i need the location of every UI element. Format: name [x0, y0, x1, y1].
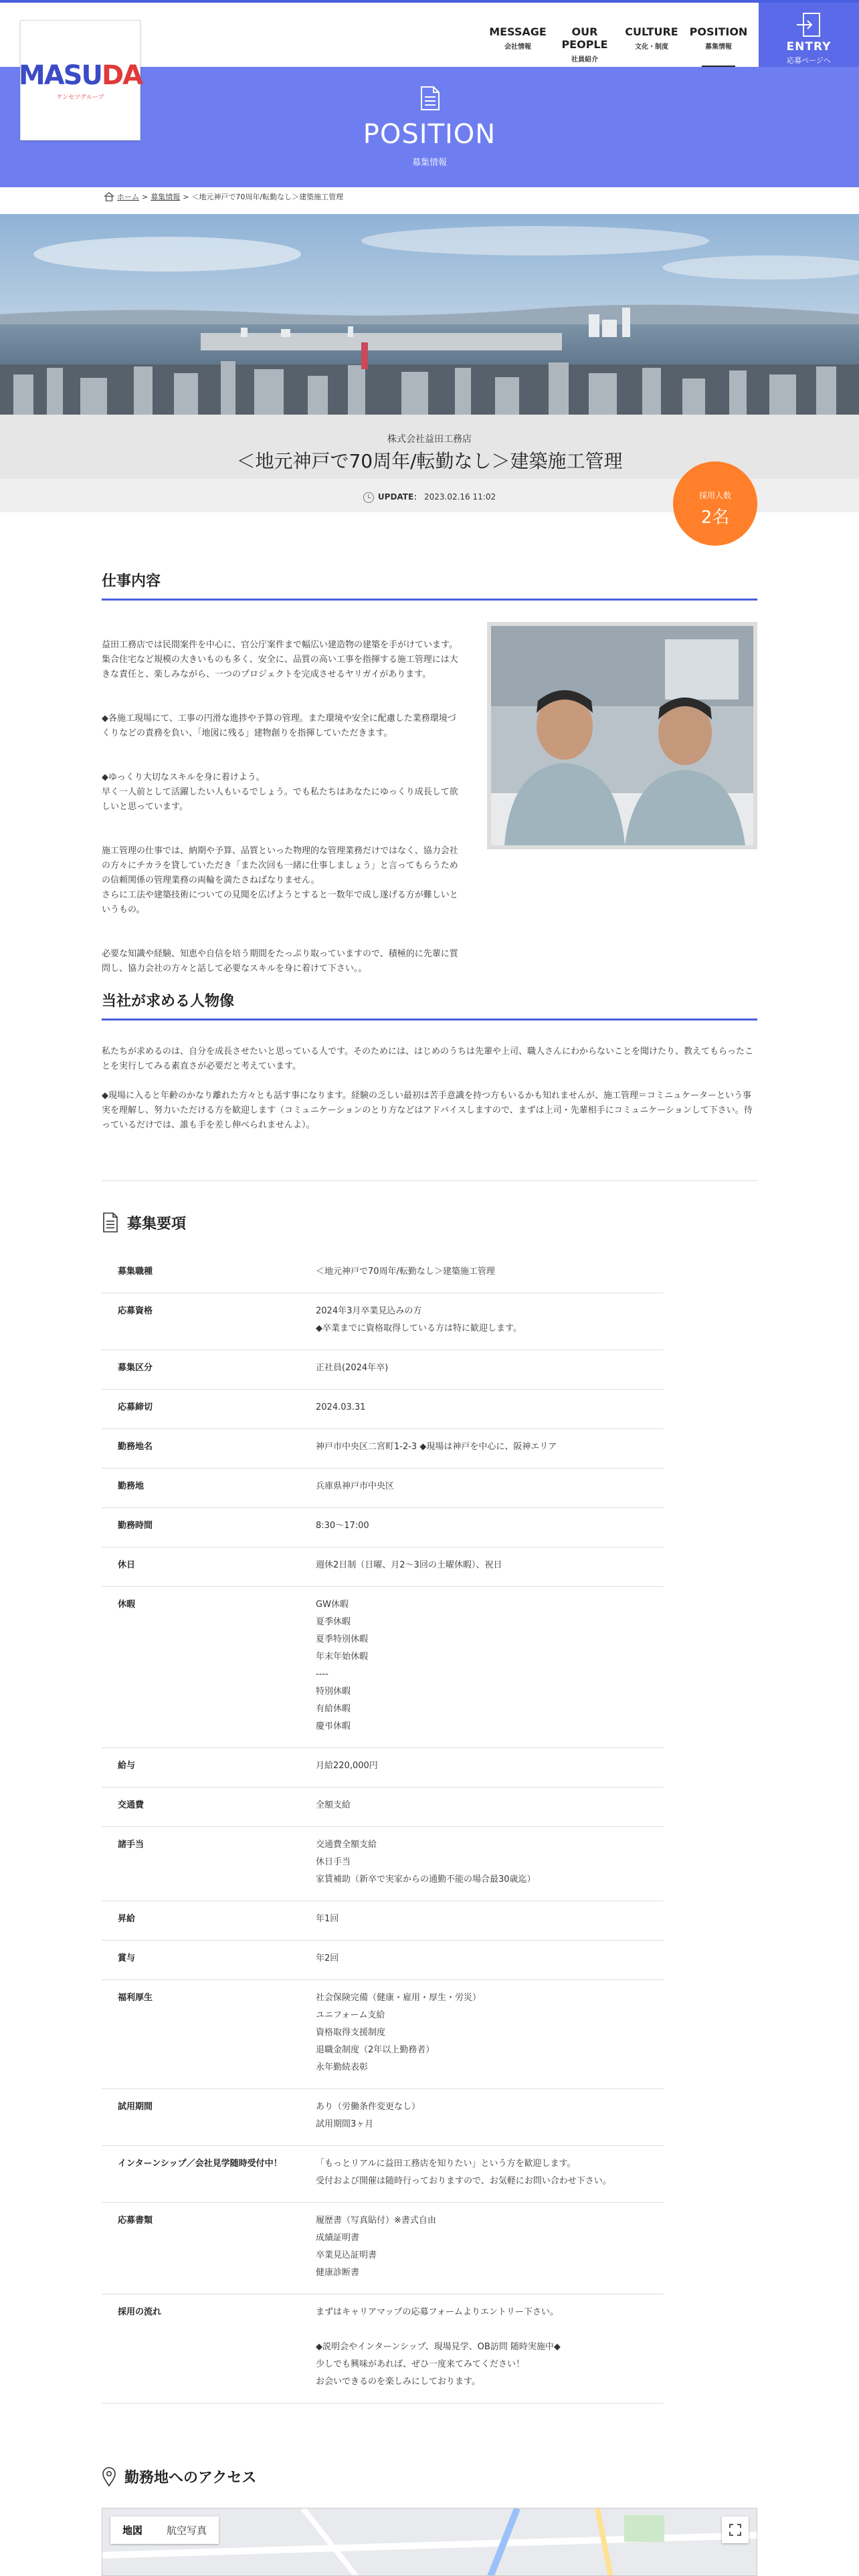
requirements-key: 給与 [102, 1748, 316, 1788]
embedded-map[interactable] [102, 2508, 757, 2576]
section-divider [102, 1180, 757, 1181]
requirements-row [102, 1788, 664, 1827]
requirements-value-line: 週休2日制（日曜、月2〜3回の土曜休暇）、祝日 [316, 1560, 502, 1570]
requirements-value [316, 1748, 664, 1788]
page-subtitle: 募集情報 [411, 158, 447, 168]
requirements-value-line: 夏季休暇 [316, 1617, 351, 1627]
map-type-tabs [110, 2516, 219, 2544]
requirements-key: 福利厚生 [102, 1980, 316, 2089]
breadcrumb-separator: > [183, 192, 189, 201]
map-pin-icon [102, 2467, 116, 2487]
requirements-value-line: 年末年始休暇 [316, 1652, 369, 1662]
requirements-value-line: 神戸市中央区二宮町1-2-3 ◆現場は神戸を中心に、阪神エリア [316, 1442, 557, 1452]
person-paragraph: ◆現場に入ると年齢のかなり離れた方々とも話す事になります。経験の乏しい最初は苦手意識を持つ方もいるかも知れませんが、施工管理＝コミニュケーターという事実を理解し、努力いただける方を歓迎します（コミュニケーションのとり方などはアドバイスしますので、まずは上司・先輩相手にコミュニケーションして下さい。待っているだけでは、誰も手を差し伸べられませんよ）。 [102, 1091, 753, 1130]
hero-banner-image [0, 214, 859, 415]
breadcrumb-current: ＜地元神戸で70周年/転勤なし＞建築施工管理 [191, 193, 344, 201]
nav-label: POSITION [689, 25, 748, 38]
requirements-value-line: 夏季特別休暇 [316, 1634, 369, 1644]
requirements-value-line: 家賃補助（新卒で実家からの通勤不能の場合最30歳迄） [316, 1874, 536, 1885]
document-icon [419, 86, 440, 111]
requirements-value-line: 受付および開催は随時行っておりますので、お気軽にお問い合わせ下さい。 [316, 2176, 611, 2186]
requirements-value-line: 少しでも興味があれば、ぜひ一度来てみてください！ [316, 2359, 525, 2369]
requirements-key: 勤務地名 [102, 1429, 316, 1469]
nav-sublabel: 募集情報 [705, 43, 732, 51]
requirements-key: 勤務地 [102, 1469, 316, 1508]
requirements-row [102, 1980, 664, 2089]
breadcrumb-separator: > [142, 192, 149, 201]
requirements-key: 応募締切 [102, 1390, 316, 1429]
staff-photo [487, 622, 757, 849]
main-nav [484, 23, 752, 70]
requirements-value [316, 1469, 664, 1508]
requirements-value-line: ＜地元神戸で70周年/転勤なし＞建築施工管理 [316, 1267, 495, 1277]
requirements-value-line: ユニフォーム支給 [316, 2010, 385, 2020]
breadcrumb [104, 191, 343, 202]
fullscreen-button[interactable] [722, 2516, 749, 2543]
requirements-value-line: 8:30〜17:00 [316, 1521, 369, 1531]
headcount-value: 2名 [700, 508, 730, 528]
requirements-key: 採用の流れ [102, 2294, 316, 2403]
requirements-row [102, 1469, 664, 1508]
person-paragraph: 私たちが求めるのは、自分を成長させたいと思っている人です。そのためには、はじめのうちは先輩や上司、職人さんにわからないことを聞けたり、教えてもらったことを実行してみる素直さが必要だと考えています。 [102, 1047, 753, 1071]
requirements-value-line: 永年勤続表彰 [316, 2062, 369, 2072]
update-date: 2023.02.16 11:02 [423, 492, 496, 502]
requirements-value-line: 資格取得支援制度 [316, 2028, 386, 2038]
requirements-key: 休日 [102, 1547, 316, 1587]
company-logo[interactable] [20, 20, 140, 140]
requirements-value [316, 1390, 664, 1429]
nav-our-people[interactable] [551, 23, 618, 70]
nav-culture[interactable] [618, 23, 685, 70]
requirements-value-line: 健康診断書 [316, 2268, 360, 2278]
headcount-label: 採用人数 [698, 491, 731, 500]
requirements-value-line: ◆卒業までに資格取得している方は特に歓迎します。 [316, 1323, 522, 1333]
update-label: UPDATE： [377, 492, 422, 502]
requirements-key: 勤務時間 [102, 1508, 316, 1547]
home-icon [104, 192, 114, 201]
work-description [102, 623, 463, 1006]
requirements-value-line: 有給休暇 [316, 1704, 351, 1714]
requirements-key: インターンシップ／会社見学随時受付中！ [102, 2146, 316, 2203]
requirements-row [102, 1508, 664, 1547]
requirements-key: 昇給 [102, 1901, 316, 1941]
requirements-key: 応募書類 [102, 2203, 316, 2294]
requirements-key: 賞与 [102, 1941, 316, 1980]
requirements-row [102, 1587, 664, 1748]
requirements-key: 休暇 [102, 1587, 316, 1748]
requirements-heading [102, 1212, 186, 1233]
requirements-value [316, 2294, 664, 2403]
nav-sublabel: 文化・制度 [635, 43, 668, 51]
requirements-value [316, 1941, 664, 1980]
requirements-row [102, 1254, 664, 1293]
person-heading: 当社が求める人物像 [102, 990, 757, 1021]
work-paragraph: ◆各施工現場にて、工事の円滑な進捗や予算の管理。また環境や安全に配慮した業務環境づくりなどの責務を負い、「地図に残る」建物創りを指揮していただきます。 [102, 714, 456, 738]
entry-icon [795, 12, 822, 37]
requirements-value [316, 1827, 664, 1901]
requirements-value-line: 2024.03.31 [316, 1402, 366, 1412]
job-title: ＜地元神戸で70周年/転勤なし＞建築施工管理 [236, 450, 623, 472]
requirements-key: 募集職種 [102, 1254, 316, 1293]
requirements-value [316, 2203, 664, 2294]
access-heading-label: 勤務地へのアクセス [124, 2470, 257, 2486]
requirements-value-line: 退職金制度（2年以上勤務者） [316, 2045, 435, 2055]
work-heading: 仕事内容 [102, 570, 757, 601]
nav-label: OUR PEOPLE [561, 25, 608, 51]
nav-sublabel: 会社情報 [504, 43, 531, 51]
company-name: 株式会社益田工務店 [387, 434, 472, 445]
requirements-value-line: 月給220,000円 [316, 1761, 378, 1771]
nav-sublabel: 社員紹介 [571, 56, 598, 64]
nav-message[interactable] [484, 23, 551, 70]
requirements-key: 諸手当 [102, 1827, 316, 1901]
requirements-row [102, 2294, 664, 2403]
work-paragraph: ◆ゆっくり大切なスキルを身に着けよう。 早く一人前として活躍したい人もいるでしょう。でも私たちはあなたにゆっくり成長して欲しいと思っています。 [102, 772, 458, 812]
entry-button[interactable] [759, 3, 859, 70]
work-paragraph: 施工管理の仕事では、納期や予算、品質といった物理的な管理業務だけではなく、協力会社の方々にチカラを貸していただき「また次回も一緒に仕事しましょう」と言ってもらうための信頼関係の管理業務の両輪を満たさねばなりません。 さらに工法や建築技術についての見聞を広げようとすると一数年で成し遂げる方が難しいというもの。 [102, 846, 458, 915]
requirements-value [316, 1587, 664, 1748]
nav-position[interactable] [685, 23, 752, 70]
nav-label: CULTURE [625, 25, 678, 38]
requirements-value [316, 1788, 664, 1827]
person-description [102, 1045, 757, 1148]
map-tab-satellite[interactable]: 航空写真 [167, 2525, 207, 2537]
clock-icon [363, 492, 374, 503]
entry-sublabel: 応募ページへ [787, 56, 831, 65]
nav-label: MESSAGE [489, 25, 547, 38]
requirements-value-line: 全額支給 [316, 1800, 351, 1810]
requirements-row [102, 1901, 664, 1941]
requirements-value-line: ---- [316, 1669, 328, 1679]
document-icon [102, 1212, 119, 1233]
requirements-value [316, 1254, 664, 1293]
requirements-value-line: あり（労働条件変更なし） [316, 2102, 421, 2112]
requirements-value-line: GW休暇 [316, 1600, 349, 1610]
requirements-row [102, 1827, 664, 1901]
breadcrumb-position-link[interactable]: 募集情報 [151, 193, 181, 201]
logo-wordmark: MASUDA [18, 60, 142, 91]
requirements-value [316, 1429, 664, 1469]
requirements-value [316, 1350, 664, 1390]
requirements-key: 試用期間 [102, 2089, 316, 2146]
requirements-value-line: 年2回 [316, 1953, 339, 1963]
breadcrumb-home-link[interactable]: ホーム [117, 193, 139, 201]
requirements-value-line: 社会保険完備（健康・雇用・厚生・労災） [316, 1993, 482, 2003]
requirements-row [102, 2089, 664, 2146]
logo-subtext: ケンセツグループ [56, 94, 104, 101]
requirements-value [316, 2146, 664, 2203]
requirements-key: 応募資格 [102, 1293, 316, 1350]
requirements-value-line: 兵庫県神戸市中央区 [316, 1481, 395, 1491]
headcount-badge [673, 461, 757, 546]
requirements-value-line: 休日手当 [316, 1857, 351, 1867]
requirements-value [316, 1901, 664, 1941]
requirements-value-line: 卒業見込証明書 [316, 2250, 377, 2260]
page-title: POSITION [363, 119, 496, 150]
requirements-value-line: 履歴書（写真貼付）※書式自由 [316, 2216, 436, 2226]
requirements-row [102, 2146, 664, 2203]
requirements-value [316, 1547, 664, 1587]
requirements-value-line: 試用期間3ヶ月 [316, 2119, 374, 2129]
requirements-value-line: 成績証明書 [316, 2233, 360, 2243]
requirements-value-line: 正社員(2024年卒) [316, 1363, 389, 1373]
requirements-value-line: 慶弔休暇 [316, 1721, 351, 1731]
requirements-value-line: ◆説明会やインターンシップ、現場見学、OB訪問 随時実施中◆ [316, 2342, 561, 2352]
fullscreen-icon [722, 2516, 749, 2543]
requirements-key: 募集区分 [102, 1350, 316, 1390]
requirements-key: 交通費 [102, 1788, 316, 1827]
requirements-row [102, 2203, 664, 2294]
access-heading [102, 2466, 256, 2487]
requirements-row [102, 1941, 664, 1980]
requirements-value [316, 2089, 664, 2146]
requirements-table [102, 1254, 664, 2403]
work-paragraph: 益田工務店では民間案件を中心に、官公庁案件まで幅広い建造物の建築を手がけています。集合住宅など規模の大きいものも多く、安全に、品質の高い工事を指揮する施工管理には大きな責任と、楽しみながら、一つのプロジェクトを完成させるヤリガイがあります。 [102, 640, 458, 679]
requirements-value-line: 2024年3月卒業見込みの方 [316, 1306, 422, 1316]
requirements-value [316, 1293, 664, 1350]
requirements-value-line: 「もっとリアルに益田工務店を知りたい」という方を歓迎します。 [316, 2159, 576, 2169]
requirements-value-line: 交通費全額支給 [316, 1840, 377, 1850]
requirements-row [102, 1390, 664, 1429]
requirements-row [102, 1429, 664, 1469]
work-paragraph: 必要な知識や経験、知恵や自信を培う期間をたっぷり取っていますので、積極的に先輩に質問し、協力会社の方々と話して必要なスキルを身に着けて下さい。。 [102, 949, 458, 974]
requirements-row [102, 1547, 664, 1587]
requirements-value [316, 1980, 664, 2089]
map-tab-map[interactable]: 地図 [122, 2525, 143, 2537]
requirements-value-line [316, 2321, 664, 2339]
requirements-value-line: 年1回 [316, 1914, 339, 1924]
requirements-value-line: お会いできるのを楽しみにしております。 [316, 2377, 480, 2387]
entry-label: ENTRY [786, 40, 832, 53]
requirements-heading-label: 募集要項 [127, 1215, 187, 1232]
requirements-row [102, 1293, 664, 1350]
requirements-value-line: 特別休暇 [316, 1687, 351, 1697]
requirements-row [102, 1350, 664, 1390]
requirements-value [316, 1508, 664, 1547]
requirements-value-line: まずはキャリアマップの応募フォームよりエントリー下さい。 [316, 2307, 559, 2317]
requirements-row [102, 1748, 664, 1788]
